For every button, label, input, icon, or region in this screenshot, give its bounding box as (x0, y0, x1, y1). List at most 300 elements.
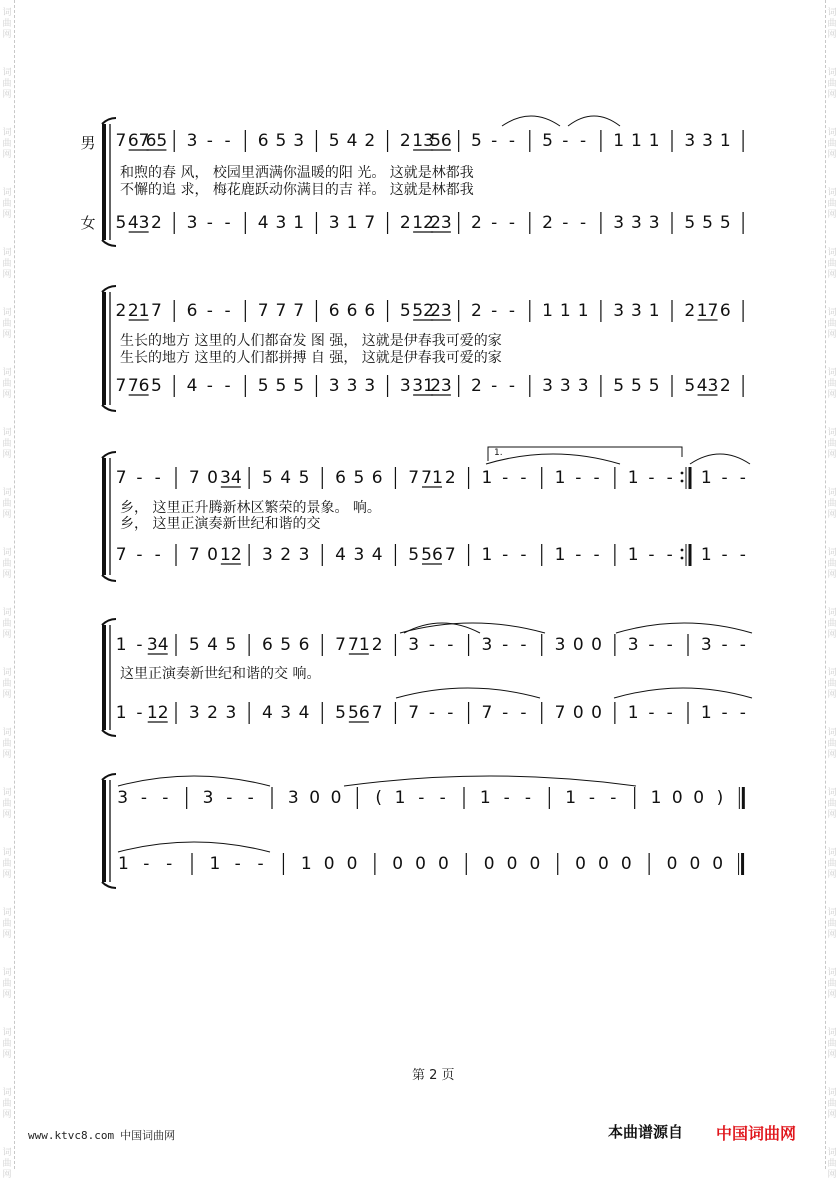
note: 6 (262, 635, 273, 655)
note: 0 (572, 635, 584, 655)
dash: - (666, 635, 673, 655)
dash: - (502, 635, 509, 655)
note: 5 (257, 376, 269, 396)
dash: - (447, 703, 454, 723)
watermark-mark: 词 曲 网 (2, 1088, 12, 1120)
note: 6 (328, 301, 340, 321)
note: 5 (353, 468, 365, 488)
note: 6 (298, 635, 310, 655)
note: 6 (364, 301, 376, 321)
note: 1 (293, 213, 305, 233)
dash: - (666, 545, 673, 565)
note: 3 (275, 213, 287, 233)
note: 5 (613, 376, 625, 396)
dash: - (447, 635, 454, 655)
note: 1 (346, 213, 358, 233)
note: 0 (323, 854, 335, 874)
note: 3 (631, 213, 642, 233)
note: 0 (712, 854, 724, 874)
note: 5 (275, 376, 287, 396)
watermark-mark: 词 曲 网 (827, 308, 837, 340)
tie-slur (568, 116, 620, 126)
brace-hook (102, 730, 116, 736)
note: 5 (471, 131, 482, 151)
eighth-note-pair: 23 (430, 213, 452, 233)
note: 7 (335, 635, 346, 655)
source-label: 本曲谱源自 (608, 1123, 684, 1141)
eighth-note-pair: 34 (220, 468, 242, 488)
note: 7 (364, 213, 376, 233)
note: 4 (298, 703, 310, 723)
watermark-mark: 词 曲 网 (2, 8, 12, 40)
lyric-line-1: 和煦的春 风， 校园里洒满你温暖的阳 光。 这就是林都我 (120, 165, 474, 181)
dash: - (520, 703, 527, 723)
note: 5 (275, 131, 287, 151)
watermark-mark: 词 曲 网 (2, 548, 12, 580)
note: 3 (648, 213, 660, 233)
note: 5 (631, 376, 642, 396)
brace-hook (102, 452, 116, 458)
dash: - (739, 468, 746, 488)
watermark-mark: 词 曲 网 (2, 308, 12, 340)
note: 0 (671, 788, 683, 808)
note: 3 (481, 635, 493, 655)
note: 3 (700, 635, 712, 655)
note: 1 (719, 131, 731, 151)
dash: - (508, 301, 516, 321)
note: 0 (591, 703, 602, 723)
watermark-mark: 词 曲 网 (2, 848, 12, 880)
dash: - (520, 635, 527, 655)
note: 1 (613, 131, 625, 151)
watermark-mark: 词 曲 网 (2, 1028, 12, 1060)
note: 2 (444, 468, 456, 488)
note: 7 (481, 703, 493, 723)
note: 3 (559, 376, 571, 396)
note: 7 (115, 376, 127, 396)
watermark-mark: 词 曲 网 (827, 1028, 837, 1060)
watermark-mark: 词 曲 网 (2, 68, 12, 100)
dash: - (508, 213, 516, 233)
note: 3 (293, 131, 305, 151)
eighth-note-pair: 34 (146, 635, 169, 655)
volta-number: 1. (494, 448, 503, 458)
note: 1 (631, 131, 642, 151)
note: 2 (207, 703, 218, 723)
note: 2 (280, 545, 292, 565)
eighth-note-pair: 31 (412, 376, 434, 396)
note: 2 (471, 213, 482, 233)
note: 4 (371, 545, 383, 565)
dash: - (524, 788, 532, 808)
dash: - (739, 545, 746, 565)
note: 1 (627, 468, 639, 488)
watermark-mark: 词 曲 网 (2, 788, 12, 820)
dash: - (224, 376, 231, 396)
note: 6 (371, 468, 383, 488)
dash: - (739, 635, 746, 655)
watermark-mark: 词 曲 网 (827, 248, 837, 280)
note: 3 (280, 703, 292, 723)
note: 1 (700, 703, 712, 723)
eighth-note-pair: 12 (412, 213, 434, 233)
note: 3 (631, 301, 642, 321)
note: 1 (554, 468, 566, 488)
note: ) (716, 788, 724, 808)
note: 2 (151, 213, 162, 233)
dash: - (502, 468, 509, 488)
note: 0 (693, 788, 705, 808)
note: 0 (309, 788, 321, 808)
watermark-mark: 词 曲 网 (827, 668, 837, 700)
note: 2 (471, 301, 482, 321)
eighth-note-pair: 76 (127, 376, 150, 396)
note: 1 (700, 545, 712, 565)
dash: - (593, 545, 600, 565)
note: 3 (262, 545, 273, 565)
dash: - (648, 635, 655, 655)
footer-url-text[interactable]: www.ktvc8.com (28, 1129, 115, 1142)
dash: - (439, 788, 446, 808)
watermark-mark: 词 曲 网 (827, 728, 837, 760)
watermark-mark: 词 曲 网 (2, 608, 12, 640)
note: 0 (506, 854, 518, 874)
dash: - (428, 703, 436, 723)
watermark-mark: 词 曲 网 (2, 668, 12, 700)
note: 0 (591, 635, 602, 655)
note: 7 (408, 703, 420, 723)
dash: - (206, 301, 213, 321)
watermark-mark: 词 曲 网 (827, 548, 837, 580)
note: 2 (542, 213, 553, 233)
note: 0 (392, 854, 404, 874)
note: 2 (371, 635, 383, 655)
note: 3 (627, 635, 639, 655)
note: 2 (399, 131, 411, 151)
eighth-note-pair: 12 (220, 545, 242, 565)
note: 1 (627, 545, 639, 565)
dash: - (491, 301, 498, 321)
note: 0 (346, 854, 358, 874)
watermark-mark: 词 曲 网 (827, 788, 837, 820)
note: 2 (719, 376, 731, 396)
watermark-mark: 词 曲 网 (2, 728, 12, 760)
eighth-note-pair: 13 (412, 131, 434, 151)
note: 3 (225, 703, 237, 723)
dash: - (140, 788, 148, 808)
note: 4 (280, 468, 292, 488)
note: 0 (438, 854, 449, 874)
note: 2 (399, 213, 411, 233)
note: 1 (542, 301, 553, 321)
note: 1 (577, 301, 589, 321)
dash: - (226, 788, 233, 808)
eighth-note-pair: 21 (127, 301, 150, 321)
eighth-note-pair: 56 (421, 545, 443, 565)
watermark-mark: 词 曲 网 (2, 908, 12, 940)
tie-slur (118, 776, 270, 786)
dash: - (593, 468, 600, 488)
note: 7 (371, 703, 383, 723)
dash: - (503, 788, 510, 808)
brace-hook (102, 118, 116, 124)
note: 7 (115, 131, 127, 151)
note: 7 (275, 301, 287, 321)
watermark-mark: 词 曲 网 (827, 8, 837, 40)
note: 5 (648, 376, 660, 396)
dash: - (136, 468, 143, 488)
note: 3 (328, 376, 340, 396)
dash: - (580, 213, 587, 233)
tie-slur (616, 623, 752, 633)
note: 3 (346, 376, 358, 396)
lyric-line-2: 生长的地方 这里的人们都拼搏 自 强， 这就是伊春我可爱的家 (120, 350, 502, 366)
note: 3 (287, 788, 299, 808)
tie-slur (614, 688, 752, 698)
note: 3 (186, 131, 198, 151)
lyric-line-1: 生长的地方 这里的人们都奋发 图 强， 这就是伊春我可爱的家 (120, 333, 502, 349)
watermark-mark: 词 曲 网 (2, 128, 12, 160)
note: 7 (444, 545, 456, 565)
tie-slur (118, 842, 270, 852)
dash: - (428, 635, 436, 655)
dash: - (162, 788, 169, 808)
note: 1 (565, 788, 577, 808)
dash: - (418, 788, 425, 808)
watermark-mark: 词 曲 网 (827, 128, 837, 160)
note: 4 (262, 703, 273, 723)
note: 5 (408, 545, 420, 565)
note: 0 (415, 854, 426, 874)
note: 5 (293, 376, 305, 396)
dash: - (648, 703, 655, 723)
note: 1 (209, 854, 221, 874)
note: 3 (117, 788, 129, 808)
note: 7 (257, 301, 269, 321)
dash: - (166, 854, 173, 874)
tie-slur (396, 688, 540, 698)
note: 1 (481, 545, 493, 565)
note: 5 (280, 635, 292, 655)
dash: - (520, 468, 527, 488)
dash: - (502, 703, 509, 723)
note: 0 (483, 854, 495, 874)
watermark-mark: 词 曲 网 (2, 1148, 12, 1180)
eighth-note-pair: 67 (127, 131, 150, 151)
eighth-note-pair: 71 (348, 635, 370, 655)
note: 7 (554, 703, 566, 723)
note: 7 (408, 468, 420, 488)
repeat-dot (681, 557, 684, 560)
eighth-note-pair: 52 (412, 301, 434, 321)
dash: - (588, 788, 596, 808)
watermark-mark: 词 曲 网 (827, 428, 837, 460)
eighth-note-pair: 65 (145, 131, 168, 151)
note: 3 (186, 213, 198, 233)
voice-label-male: 男 (80, 134, 96, 152)
note: 5 (399, 301, 411, 321)
dash: - (143, 854, 150, 874)
note: 5 (684, 213, 696, 233)
dash: - (224, 301, 231, 321)
eighth-note-pair: 12 (146, 703, 169, 723)
watermark-mark: 词 曲 网 (2, 428, 12, 460)
note: 1 (300, 854, 312, 874)
dash: - (739, 703, 746, 723)
note: 2 (471, 376, 482, 396)
page-number: 第 2 页 (412, 1068, 455, 1083)
watermark-mark: 词 曲 网 (827, 488, 837, 520)
note: 3 (328, 213, 340, 233)
note: 5 (298, 468, 310, 488)
tie-slur (486, 454, 620, 464)
watermark-mark: 词 曲 网 (2, 248, 12, 280)
watermark-mark: 词 曲 网 (2, 488, 12, 520)
note: 0 (666, 854, 678, 874)
note: 3 (577, 376, 589, 396)
note: 3 (554, 635, 566, 655)
watermark-mark: 词 曲 网 (827, 1088, 837, 1120)
footer-url[interactable] (28, 1127, 175, 1143)
note: 0 (620, 854, 632, 874)
note: 6 (186, 301, 198, 321)
dash: - (206, 131, 213, 151)
eighth-note-pair: 23 (430, 376, 452, 396)
note: 5 (335, 703, 346, 723)
dash: - (234, 854, 241, 874)
note: 0 (689, 854, 701, 874)
dash: - (257, 854, 264, 874)
dash: - (562, 131, 569, 151)
note: 0 (207, 468, 218, 488)
note: 3 (613, 213, 625, 233)
dash: - (648, 468, 655, 488)
note: 1 (118, 854, 129, 874)
brace-hook (102, 882, 116, 888)
dash: - (721, 635, 728, 655)
lyric-line-2: 乡， 这里正演奏新世纪和谐的交 (120, 516, 321, 532)
note: 1 (394, 788, 406, 808)
note: 0 (572, 703, 584, 723)
note: 1 (559, 301, 571, 321)
note: 5 (115, 213, 127, 233)
note: 3 (702, 131, 713, 151)
note: 5 (684, 376, 696, 396)
dash: - (154, 468, 161, 488)
voice-label-female: 女 (80, 214, 96, 232)
dash: - (520, 545, 527, 565)
dash: - (721, 545, 728, 565)
note: 6 (346, 301, 358, 321)
dash: - (666, 703, 673, 723)
note: 4 (335, 545, 346, 565)
dash: - (136, 635, 143, 655)
note: 3 (364, 376, 376, 396)
tie-slur (344, 776, 636, 786)
brace-hook (102, 619, 116, 625)
repeat-dot (681, 480, 684, 483)
watermark-mark: 词 曲 网 (827, 608, 837, 640)
dash: - (224, 131, 231, 151)
eighth-note-pair: 56 (348, 703, 370, 723)
tie-slur (502, 116, 560, 126)
note: 7 (151, 301, 162, 321)
note: 4 (186, 376, 198, 396)
note: 5 (702, 213, 713, 233)
note: 7 (188, 468, 200, 488)
dash: - (508, 131, 516, 151)
watermark-mark: 词 曲 网 (827, 68, 837, 100)
lyric-line-1: 乡， 这里正升腾新林区繁荣的景象。 响。 (120, 500, 381, 516)
note: 1 (650, 788, 662, 808)
watermark-mark: 词 曲 网 (827, 848, 837, 880)
watermark-mark: 词 曲 网 (827, 368, 837, 400)
watermark-mark: 词 曲 网 (2, 368, 12, 400)
note: 2 (115, 301, 127, 321)
dash: - (154, 545, 161, 565)
dash: - (247, 788, 254, 808)
eighth-note-pair: 71 (421, 468, 443, 488)
note: 1 (554, 545, 566, 565)
dash: - (491, 213, 498, 233)
note: 3 (684, 131, 696, 151)
note: 3 (542, 376, 553, 396)
brace-hook (102, 286, 116, 292)
site-logo-text[interactable]: 中国词曲网 (716, 1124, 797, 1143)
dash: - (580, 131, 587, 151)
note: 1 (700, 468, 712, 488)
watermark-mark: 词 曲 网 (827, 968, 837, 1000)
brace-hook (102, 405, 116, 411)
dash: - (721, 468, 728, 488)
note: 5 (262, 468, 273, 488)
dash: - (666, 468, 673, 488)
dash: - (224, 213, 231, 233)
watermark-mark: 词 曲 网 (827, 188, 837, 220)
note: 1 (648, 131, 660, 151)
note: 6 (719, 301, 731, 321)
note: 1 (648, 301, 660, 321)
note: 6 (335, 468, 346, 488)
note: 3 (298, 545, 310, 565)
dash: - (610, 788, 617, 808)
dash: - (575, 468, 582, 488)
dash: - (136, 545, 143, 565)
note: 6 (257, 131, 269, 151)
note: 7 (188, 545, 200, 565)
dash: - (502, 545, 509, 565)
brace-hook (102, 774, 116, 780)
note: 3 (613, 301, 625, 321)
note: 5 (542, 131, 553, 151)
eighth-note-pair: 56 (430, 131, 452, 151)
note: 5 (188, 635, 200, 655)
note: 7 (115, 468, 127, 488)
dash: - (508, 376, 516, 396)
note: 0 (598, 854, 609, 874)
dash: - (491, 376, 498, 396)
note: 4 (257, 213, 269, 233)
note: 7 (293, 301, 305, 321)
eighth-note-pair: 43 (127, 213, 150, 233)
lyric-line-2: 不懈的追 求， 梅花鹿跃动你满目的吉 祥。 这就是林都我 (120, 182, 474, 198)
repeat-dot (681, 472, 684, 475)
note: 0 (330, 788, 342, 808)
tie-slur (400, 623, 545, 633)
eighth-note-pair: 23 (430, 301, 452, 321)
note: 4 (207, 635, 218, 655)
note: ( (375, 788, 382, 808)
